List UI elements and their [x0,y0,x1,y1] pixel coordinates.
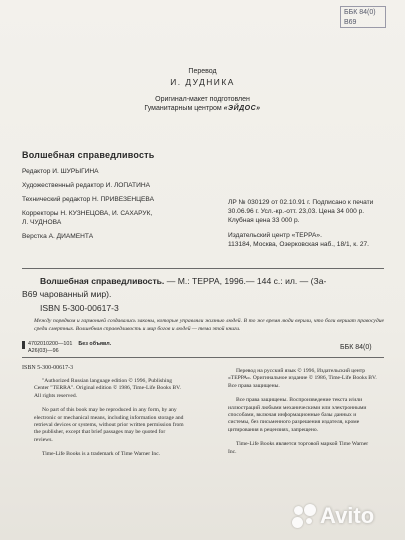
layout-credit-line1: Оригинал-макет подготовлен [155,96,250,103]
credit-proofreaders-cont: Л. ЧУДНОВА [22,219,62,226]
biblio-line1 [40,276,326,287]
biblio-code: В69 [22,289,38,299]
barcode-mark [22,341,25,349]
biblio-continuation: чарованный мир). [39,289,112,299]
biblio-title: Волшебная справедливость. [40,276,165,286]
avito-watermark [292,503,374,529]
stamp-line-bbk: ББК 84(0) [344,9,376,16]
publisher-info-line1: Издательский центр «ТЕРРА». [228,232,322,239]
russian-copyright-column [228,368,378,463]
library-stamp [340,6,386,28]
credit-editor: Редактор И. ШУРЫГИНА [22,168,99,175]
biblio-isbn: ISBN 5-300-00617-3 [40,303,119,313]
divider-top [22,268,384,269]
biblio-line2 [22,289,111,300]
book-summary: Между порядком и гармонией создавались законы, которые управляли жизнью людей. В то же время люди верили, что боги вершат правосудие среди смертных. Волшебная справедливость и мир богов и людей — тема этой книги. [34,318,384,332]
bbk-code: ББК 84(0) [340,344,372,351]
center-name: «ЭЙДОС» [223,105,261,112]
book-title: Волшебная справедливость [22,150,155,160]
credit-layout: Верстка А. ДИАМЕНТА [22,233,94,240]
barcode-text: 4702010200—101 [28,341,73,347]
translator-name: И. ДУДНИКА [170,77,235,87]
credit-art-editor: Художественный редактор И. ЛОПАТИНА [22,182,150,189]
ru-paragraph-1: Перевод на русский язык © 1996, Издательский центр «ТЕРРА». Оригинальное издание © 1986, Time-Life Books BV. Все права защищены. [228,368,377,389]
print-info-line3: Клубная цена 33 000 р. [228,217,300,224]
credit-tech-editor: Технический редактор Н. ПРИВЕЗЕНЦЕВА [22,196,155,203]
layout-credit-text: Гуманитарным центром [144,105,222,112]
no-ad-label: Без объявл. [78,341,112,347]
stamp-line-code: В69 [344,19,357,26]
print-info [228,198,373,249]
divider-bottom [22,357,384,358]
print-info-line1: ЛР № 030129 от 02.10.91 г. Подписано к печати [228,199,374,206]
ru-paragraph-3: Time-Life Books является торговой маркой Time Warner Inc. [228,441,369,455]
english-copyright-column [34,378,184,466]
publisher-info-line2: 113184, Москва, Озерковская наб., 18/1, к. 27. [228,241,370,248]
avito-logo-icon [292,504,316,528]
avito-brand-text: Avito [320,503,375,528]
barcode-sub: А26(03)—96 [28,348,59,354]
en-paragraph-3: Time-Life Books is a trademark of Time Warner Inc. [42,451,161,458]
credits-list [22,167,154,241]
isbn-bottom: ISBN 5-300-00617-3 [22,365,74,371]
en-paragraph-2: No part of this book may be reproduced in any form, by any electronic or mechanical means, including information storage and retrieval devices or systems, without prior written permission from the publisher, except that brief passages may be quoted for reviews. [34,407,184,443]
print-info-line2: 30.06.96 г. Усл.-кр.-отт. 23,03. Цена 34 000 р. [228,208,365,215]
biblio-details: — М.: ТЕРРА, 1996.— 144 с.: ил. — (За- [166,276,327,286]
en-paragraph-1: "Authorized Russian language edition © 1996, Publishing Center "TERRA". Original edition © 1986, Time-Life Books BV. All rights reserved. [34,378,181,399]
barcode-block [22,341,111,355]
layout-credit-line2 [0,104,405,113]
translation-label: Перевод [188,68,217,75]
ru-paragraph-2: Все права защищены. Воспроизведение текста и/или иллюстраций любыми механическими или электронными способами, включая информационные базы данных и системы, без письменного разрешения издателя, кроме цитирования в рецензиях, запрещено. [228,397,367,433]
credit-proofreaders: Корректоры Н. КУЗНЕЦОВА, И. САХАРУК, [22,210,153,217]
